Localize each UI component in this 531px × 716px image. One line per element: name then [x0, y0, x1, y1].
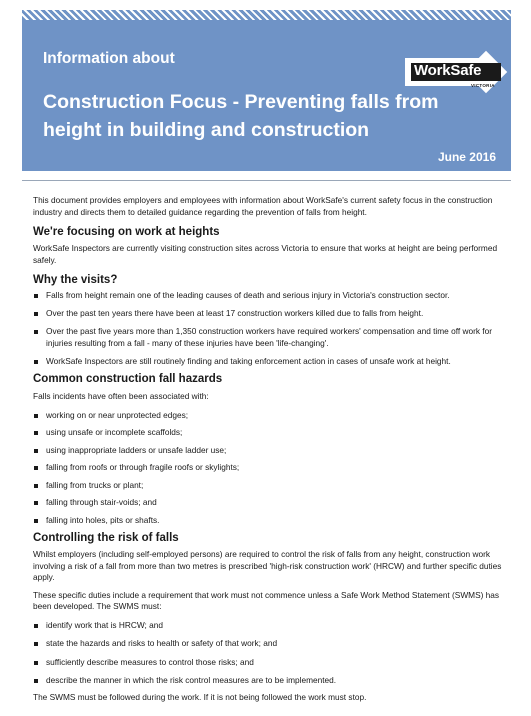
focus-paragraph: WorkSafe Inspectors are currently visiting construction sites across Victoria to ensure that works at height are being performed safely. [33, 243, 498, 265]
list-item: Falls from height remain one of the leading causes of death and serious injury in Victoria's construction sector. [33, 290, 505, 302]
control-paragraph-1: Whilst employers (including self-employed persons) are required to control the risk of falls from any height, construction work involving a risk of a fall from more than two metres is prescribed 'high-risk construction work' (HRCW) and further specific duties apply. [33, 549, 502, 582]
document-body [33, 195, 505, 703]
common-hazards-heading: Common construction fall hazards [33, 373, 223, 385]
hatch-stripe [22, 10, 511, 20]
list-item: falling from roofs or through fragile roofs or skylights; [33, 462, 505, 474]
control-heading: Controlling the risk of falls [33, 532, 179, 544]
header-divider [22, 180, 511, 181]
document-title: Construction Focus - Preventing falls from height in building and construction [43, 91, 439, 141]
list-item: Over the past ten years there have been at least 17 construction workers killed due to falls from height. [33, 308, 505, 320]
list-item: using unsafe or incomplete scaffolds; [33, 427, 505, 439]
control-paragraph-2: These specific duties include a requirement that work must not commence unless a Safe Work Method Statement (SWMS) has been developed. The SWMS must: [33, 589, 500, 611]
control-paragraph-3: The SWMS must be followed during the work. If it is not being followed the work must stop. [33, 691, 367, 702]
header-banner [22, 10, 511, 171]
list-item: working on or near unprotected edges; [33, 410, 505, 422]
list-item: falling into holes, pits or shafts. [33, 515, 505, 527]
list-item: state the hazards and risks to health or safety of that work; and [33, 638, 505, 650]
common-hazards-paragraph: Falls incidents have often been associated with: [33, 391, 209, 401]
list-item: describe the manner in which the risk control measures are to be implemented. [33, 675, 505, 687]
list-item: using inappropriate ladders or unsafe ladder use; [33, 445, 505, 457]
logo-wordmark: WorkSafe [414, 62, 482, 79]
why-list [33, 290, 505, 367]
focus-heading: We're focusing on work at heights [33, 226, 220, 238]
list-item: sufficiently describe measures to control those risks; and [33, 657, 505, 669]
why-heading: Why the visits? [33, 274, 118, 286]
info-label: Information about [43, 50, 175, 67]
list-item: WorkSafe Inspectors are still routinely finding and taking enforcement action in cases of unsafe work at height. [33, 356, 505, 368]
list-item: falling from trucks or plant; [33, 480, 505, 492]
intro-paragraph: This document provides employers and employees with information about WorkSafe's current safety focus in the construction industry and directs them to detailed guidance regarding the prevention of falls from height. [33, 195, 493, 217]
document-date: June 2016 [437, 150, 496, 164]
logo-subtext: VICTORIA [471, 83, 495, 88]
list-item: identify work that is HRCW; and [33, 620, 505, 632]
common-hazards-list [33, 410, 505, 527]
list-item: falling through stair-voids; and [33, 497, 505, 509]
swms-list [33, 620, 505, 687]
list-item: Over the past five years more than 1,350 construction workers have required workers' compensation and time off work for injuries resulting from a fall - many of these injuries have been 'life-changing'. [33, 326, 505, 349]
